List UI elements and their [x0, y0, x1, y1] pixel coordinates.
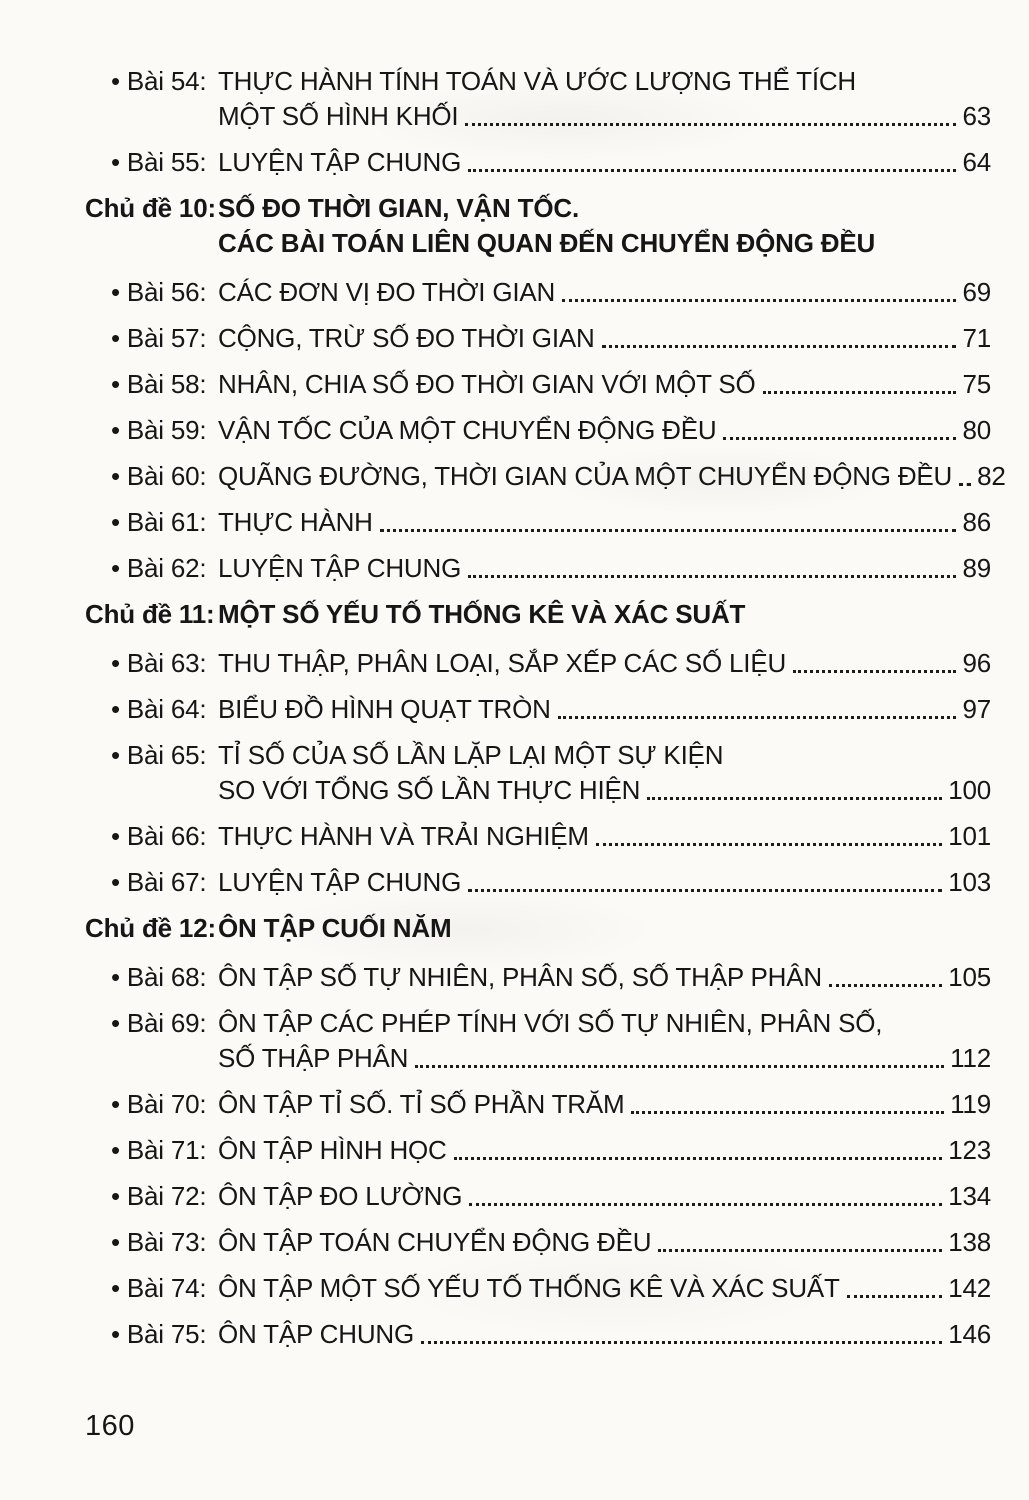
toc-item-row — [85, 275, 991, 310]
bullet-icon: • — [111, 461, 120, 491]
entry-body — [218, 64, 991, 134]
entry-label — [85, 1006, 218, 1041]
toc-item-row — [85, 505, 991, 540]
entry-title-text: SO VỚI TỔNG SỐ LẦN THỰC HIỆN — [218, 775, 641, 805]
entry-label-text: Bài 57: — [126, 323, 207, 353]
entry-title-line — [218, 367, 991, 402]
entry-title-line — [218, 226, 991, 261]
dot-leader — [469, 1203, 942, 1206]
dot-leader — [847, 1295, 942, 1298]
entry-label-text: Bài 56: — [126, 277, 207, 307]
entry-page-number: 119 — [950, 1089, 991, 1119]
dot-leader — [602, 345, 957, 348]
dot-leader — [647, 797, 942, 800]
entry-title-text: THU THẬP, PHÂN LOẠI, SẮP XẾP CÁC SỐ LIỆU — [218, 648, 787, 678]
entry-title-line — [218, 646, 991, 681]
entry-title-line — [218, 275, 991, 310]
entry-title-line — [218, 321, 991, 356]
entry-body — [218, 1179, 991, 1214]
entry-body — [218, 1225, 991, 1260]
entry-page-number: 89 — [962, 553, 991, 583]
entry-title-text: NHÂN, CHIA SỐ ĐO THỜI GIAN VỚI MỘT SỐ — [218, 369, 756, 399]
entry-label — [85, 692, 218, 727]
entry-title-line — [218, 1006, 991, 1041]
entry-page-number: 75 — [962, 369, 991, 399]
entry-title-text: VẬN TỐC CỦA MỘT CHUYỂN ĐỘNG ĐỀU — [218, 415, 717, 445]
entry-label-text: Bài 74: — [126, 1273, 207, 1303]
entry-title-line — [218, 551, 991, 586]
entry-page-number: 82 — [977, 461, 1006, 491]
entry-label-text: Chủ đề 11: — [85, 599, 215, 629]
entry-body — [218, 1006, 991, 1076]
bullet-icon: • — [111, 1008, 120, 1038]
entry-title-text: THỰC HÀNH TÍNH TOÁN VÀ ƯỚC LƯỢNG THỂ TÍCH — [218, 66, 857, 96]
entry-title-text: ÔN TẬP TOÁN CHUYỂN ĐỘNG ĐỀU — [218, 1227, 652, 1257]
entry-page-number: 112 — [950, 1043, 991, 1073]
entry-label-text: Bài 55: — [126, 147, 207, 177]
entry-title-text: TỈ SỐ CỦA SỐ LẦN LẶP LẠI MỘT SỰ KIỆN — [218, 740, 724, 770]
toc-item-row — [85, 145, 991, 180]
entry-title-line — [218, 597, 991, 632]
entry-title-line — [218, 191, 991, 226]
entry-label-text: Bài 63: — [126, 648, 207, 678]
entry-title-text: THỰC HÀNH — [218, 507, 373, 537]
dot-leader — [558, 716, 957, 719]
entry-label — [85, 413, 218, 448]
entry-label — [85, 367, 218, 402]
toc-item-row — [85, 367, 991, 402]
toc-item-row — [85, 64, 991, 134]
toc-item-row — [85, 413, 991, 448]
entry-title-text: CÁC ĐƠN VỊ ĐO THỜI GIAN — [218, 277, 556, 307]
dot-leader — [658, 1249, 942, 1252]
entry-label — [85, 597, 218, 632]
dot-leader — [421, 1341, 942, 1344]
entry-title-text: SỐ ĐO THỜI GIAN, VẬN TỐC. — [218, 193, 579, 223]
entry-label-text: Bài 69: — [126, 1008, 207, 1038]
bullet-icon: • — [111, 867, 120, 897]
toc-item-row — [85, 1006, 991, 1076]
dot-leader — [959, 483, 971, 486]
entry-body — [218, 505, 991, 540]
toc-item-row — [85, 692, 991, 727]
toc-item-row — [85, 865, 991, 900]
entry-label-text: Bài 71: — [126, 1135, 207, 1165]
entry-label-text: Chủ đề 12: — [85, 913, 216, 943]
entry-title-text: ÔN TẬP ĐO LƯỜNG — [218, 1181, 463, 1211]
entry-page-number: 63 — [962, 101, 991, 131]
bullet-icon: • — [111, 821, 120, 851]
toc-item-row — [85, 1271, 991, 1306]
entry-title-line — [218, 413, 991, 448]
entry-body — [218, 1317, 991, 1352]
entry-page-number: 105 — [948, 962, 991, 992]
bullet-icon: • — [111, 1135, 120, 1165]
bullet-icon: • — [111, 369, 120, 399]
entry-title-text: QUÃNG ĐƯỜNG, THỜI GIAN CỦA MỘT CHUYỂN ĐỘNG ĐỀU — [218, 461, 953, 491]
entry-page-number: 134 — [948, 1181, 991, 1211]
entry-label — [85, 64, 218, 99]
dot-leader — [562, 299, 956, 302]
entry-label — [85, 1133, 218, 1168]
entry-label — [85, 459, 218, 494]
entry-page-number: 69 — [962, 277, 991, 307]
entry-label — [85, 646, 218, 681]
entry-title-line — [218, 738, 991, 773]
entry-page-number: 103 — [948, 867, 991, 897]
entry-title-line — [218, 773, 991, 808]
entry-title-text: ÔN TẬP CUỐI NĂM — [218, 913, 452, 943]
toc-heading-row — [85, 191, 991, 261]
toc-item-row — [85, 551, 991, 586]
entry-title-line — [218, 1179, 991, 1214]
entry-title-line — [218, 960, 991, 995]
entry-body — [218, 646, 991, 681]
entry-title-text: SỐ THẬP PHÂN — [218, 1043, 409, 1073]
entry-title-text: LUYỆN TẬP CHUNG — [218, 553, 462, 583]
entry-label — [85, 505, 218, 540]
entry-page-number: 71 — [962, 323, 991, 353]
toc-item-row — [85, 960, 991, 995]
toc-item-row — [85, 819, 991, 854]
entry-label-text: Bài 68: — [126, 962, 207, 992]
toc-heading-row — [85, 911, 991, 946]
dot-leader — [465, 123, 956, 126]
entry-title-line — [218, 1133, 991, 1168]
entry-page-number: 142 — [948, 1273, 991, 1303]
entry-label — [85, 738, 218, 773]
entry-body — [218, 865, 991, 900]
entry-body — [218, 1271, 991, 1306]
entry-label-text: Bài 73: — [126, 1227, 207, 1257]
bullet-icon: • — [111, 1273, 120, 1303]
entry-title-line — [218, 1271, 991, 1306]
entry-title-line — [218, 1087, 991, 1122]
entry-label — [85, 1317, 218, 1352]
entry-label — [85, 911, 218, 946]
entry-title-line — [218, 459, 1006, 494]
bullet-icon: • — [111, 277, 120, 307]
entry-body — [218, 145, 991, 180]
entry-body — [218, 321, 991, 356]
entry-label-text: Bài 70: — [126, 1089, 207, 1119]
entry-page-number: 96 — [962, 648, 991, 678]
entry-label — [85, 865, 218, 900]
entry-label-text: Bài 59: — [126, 415, 207, 445]
entry-body — [218, 960, 991, 995]
entry-title-text: ÔN TẬP MỘT SỐ YẾU TỐ THỐNG KÊ VÀ XÁC SUẤT — [218, 1273, 840, 1303]
entry-label — [85, 191, 218, 226]
bullet-icon: • — [111, 694, 120, 724]
entry-label-text: Bài 54: — [126, 66, 207, 96]
bullet-icon: • — [111, 1227, 120, 1257]
entry-page-number: 101 — [948, 821, 991, 851]
entry-label — [85, 145, 218, 180]
bullet-icon: • — [111, 415, 120, 445]
dot-leader — [596, 843, 942, 846]
dot-leader — [468, 575, 956, 578]
entry-title-line — [218, 1225, 991, 1260]
toc-item-row — [85, 1087, 991, 1122]
entry-title-line — [218, 99, 991, 134]
entry-label-text: Bài 64: — [126, 694, 207, 724]
entry-label-text: Bài 61: — [126, 507, 207, 537]
entry-title-line — [218, 64, 991, 99]
page-number: 160 — [85, 1410, 135, 1442]
toc-heading-row — [85, 597, 991, 632]
entry-title-text: THỰC HÀNH VÀ TRẢI NGHIỆM — [218, 821, 589, 851]
entry-label-text: Bài 67: — [126, 867, 207, 897]
entry-label — [85, 1087, 218, 1122]
entry-title-line — [218, 145, 991, 180]
entry-title-text: CÁC BÀI TOÁN LIÊN QUAN ĐẾN CHUYỂN ĐỘNG ĐỀU — [218, 228, 876, 258]
bullet-icon: • — [111, 507, 120, 537]
entry-body — [218, 911, 991, 946]
entry-page-number: 97 — [962, 694, 991, 724]
bullet-icon: • — [111, 66, 120, 96]
entry-body — [218, 597, 991, 632]
entry-title-line — [218, 911, 991, 946]
entry-title-text: MỘT SỐ YẾU TỐ THỐNG KÊ VÀ XÁC SUẤT — [218, 599, 746, 629]
entry-title-text: BIỂU ĐỒ HÌNH QUẠT TRÒN — [218, 694, 551, 724]
bullet-icon: • — [111, 553, 120, 583]
entry-title-text: CỘNG, TRỪ SỐ ĐO THỜI GIAN — [218, 323, 595, 353]
entry-page-number: 100 — [948, 775, 991, 805]
entry-title-text: LUYỆN TẬP CHUNG — [218, 867, 462, 897]
entry-label — [85, 1179, 218, 1214]
dot-leader — [415, 1065, 944, 1068]
dot-leader — [723, 437, 956, 440]
entry-title-line — [218, 865, 991, 900]
dot-leader — [763, 391, 957, 394]
entry-title-text: LUYỆN TẬP CHUNG — [218, 147, 462, 177]
entry-label-text: Bài 60: — [126, 461, 207, 491]
entry-page-number: 86 — [962, 507, 991, 537]
entry-label — [85, 275, 218, 310]
entry-body — [218, 459, 1006, 494]
entry-body — [218, 551, 991, 586]
bullet-icon: • — [111, 962, 120, 992]
entry-body — [218, 413, 991, 448]
toc-list — [85, 64, 1006, 1352]
toc-item-row — [85, 459, 1006, 494]
entry-label — [85, 819, 218, 854]
entry-title-text: ÔN TẬP HÌNH HỌC — [218, 1135, 447, 1165]
bullet-icon: • — [111, 1089, 120, 1119]
entry-body — [218, 738, 991, 808]
toc-item-row — [85, 738, 991, 808]
entry-title-line — [218, 1317, 991, 1352]
entry-label — [85, 321, 218, 356]
entry-body — [218, 1087, 991, 1122]
entry-page-number: 64 — [962, 147, 991, 177]
entry-label-text: Bài 62: — [126, 553, 207, 583]
entry-label — [85, 960, 218, 995]
entry-title-text: ÔN TẬP TỈ SỐ. TỈ SỐ PHẦN TRĂM — [218, 1089, 625, 1119]
entry-title-line — [218, 819, 991, 854]
entry-label-text: Bài 66: — [126, 821, 207, 851]
entry-title-line — [218, 692, 991, 727]
bullet-icon: • — [111, 1181, 120, 1211]
toc-item-row — [85, 1317, 991, 1352]
entry-body — [218, 275, 991, 310]
bullet-icon: • — [111, 740, 120, 770]
entry-label — [85, 1271, 218, 1306]
dot-leader — [829, 984, 942, 987]
dot-leader — [380, 529, 957, 532]
entry-label-text: Bài 75: — [126, 1319, 207, 1349]
entry-label-text: Bài 72: — [126, 1181, 207, 1211]
dot-leader — [793, 670, 956, 673]
entry-label — [85, 1225, 218, 1260]
entry-title-text: ÔN TẬP CÁC PHÉP TÍNH VỚI SỐ TỰ NHIÊN, PHÂN SỐ, — [218, 1008, 883, 1038]
entry-page-number: 123 — [948, 1135, 991, 1165]
entry-page-number: 146 — [948, 1319, 991, 1349]
entry-label-text: Chủ đề 10: — [85, 193, 216, 223]
toc-item-row — [85, 1179, 991, 1214]
toc-item-row — [85, 1133, 991, 1168]
bullet-icon: • — [111, 323, 120, 353]
entry-label-text: Bài 58: — [126, 369, 207, 399]
dot-leader — [468, 889, 942, 892]
entry-title-line — [218, 1041, 991, 1076]
entry-body — [218, 692, 991, 727]
entry-label — [85, 551, 218, 586]
bullet-icon: • — [111, 1319, 120, 1349]
entry-body — [218, 819, 991, 854]
entry-body — [218, 1133, 991, 1168]
entry-title-line — [218, 505, 991, 540]
entry-title-text: ÔN TẬP CHUNG — [218, 1319, 415, 1349]
entry-page-number: 138 — [948, 1227, 991, 1257]
toc-item-row — [85, 1225, 991, 1260]
toc-item-row — [85, 321, 991, 356]
entry-label-text: Bài 65: — [126, 740, 207, 770]
bullet-icon: • — [111, 147, 120, 177]
entry-page-number: 80 — [962, 415, 991, 445]
entry-body — [218, 367, 991, 402]
dot-leader — [454, 1157, 943, 1160]
dot-leader — [631, 1111, 944, 1114]
toc-item-row — [85, 646, 991, 681]
bullet-icon: • — [111, 648, 120, 678]
entry-title-text: ÔN TẬP SỐ TỰ NHIÊN, PHÂN SỐ, SỐ THẬP PHÂN — [218, 962, 822, 992]
entry-body — [218, 191, 991, 261]
dot-leader — [468, 169, 956, 172]
entry-title-text: MỘT SỐ HÌNH KHỐI — [218, 101, 459, 131]
